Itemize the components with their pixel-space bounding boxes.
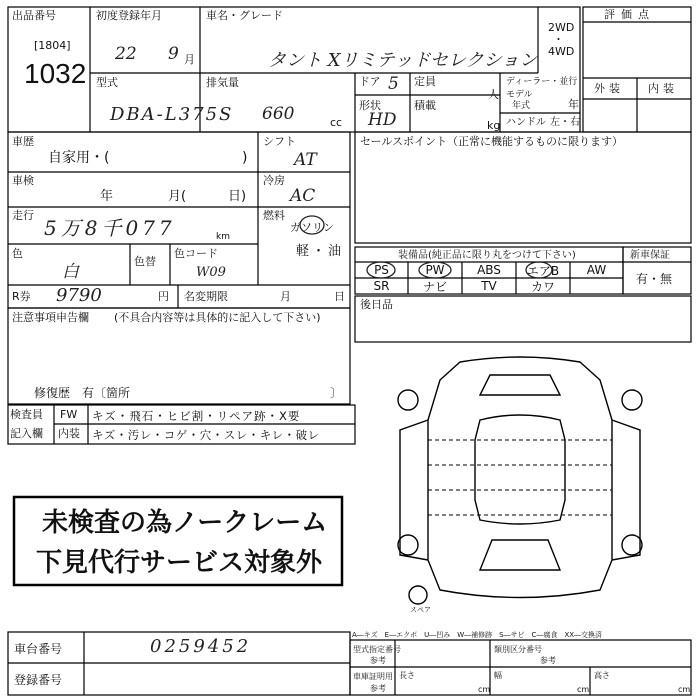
plate-label: 登録番号 <box>14 673 63 687</box>
lot-number: 1032 <box>24 58 87 89</box>
handle-value: 左・右 <box>550 117 580 128</box>
repair-history: 修復歴 有〔箇所 <box>34 386 131 400</box>
color-change-label: 色替 <box>134 255 156 268</box>
height-label: 高さ <box>594 671 610 680</box>
model-year-unit: 年 <box>568 98 579 111</box>
doors-value: 5 <box>388 74 399 94</box>
equip-leather: カワ <box>530 279 555 294</box>
history-label: 車歴 <box>12 135 34 148</box>
fuel-gasoline: ガソリン <box>290 221 334 234</box>
capacity-label: 定員 <box>414 75 436 88</box>
color-code-value: W09 <box>196 265 226 280</box>
shift-label: シフト <box>263 135 296 148</box>
equip-tv: TV <box>481 279 497 293</box>
shift-value: AT <box>294 150 317 170</box>
type-cert-label: 型式指定番号 <box>353 645 401 654</box>
drive-dot: ・ <box>553 33 564 46</box>
length-cm: cm <box>478 685 491 694</box>
registration-label: 初度登録年月 <box>96 9 162 22</box>
aircon-label: 冷房 <box>263 174 285 187</box>
recycle-label: R券 <box>12 290 31 303</box>
fuel-label: 燃料 <box>263 209 285 222</box>
model-code-value: DBA-L375S <box>110 104 234 125</box>
class-ref: 参考 <box>540 656 556 665</box>
equip-aw: AW <box>586 263 607 277</box>
spare-label: スペア <box>410 606 431 614</box>
stamp-line1: 未検査の為ノークレーム <box>42 507 328 537</box>
registration-month: 9 <box>168 44 179 64</box>
color-code-label: 色コード <box>174 247 218 260</box>
drive-2wd: 2WD <box>548 21 575 34</box>
model-name-label: 車名・グレード <box>206 9 283 22</box>
color-label: 色 <box>12 247 23 260</box>
inspector-label2: 記入欄 <box>10 427 43 440</box>
exterior-label: 外装 <box>594 82 624 95</box>
color-value: 白 <box>62 262 79 282</box>
inspection-month: 月( <box>168 189 187 204</box>
inspection-year: 年 <box>100 189 114 204</box>
equip-pw: PW <box>425 263 445 277</box>
class-label: 類別区分番号 <box>494 645 542 654</box>
displacement-unit: cc <box>330 116 343 129</box>
recycle-unit: 円 <box>158 290 169 303</box>
new-car-warranty-label: 新車保証 <box>630 250 670 261</box>
model-year-label: モデル <box>506 90 533 100</box>
aircon-value: AC <box>290 186 316 206</box>
name-change-label: 名変期限 <box>184 290 228 303</box>
mileage-label: 走行 <box>12 209 34 222</box>
mileage-value: 5万8千077 <box>44 216 176 240</box>
inspection-label: 車検 <box>12 174 34 187</box>
history-value: 自家用・( <box>48 150 110 166</box>
load-label: 積載 <box>414 99 436 112</box>
vehicle-cert-ref: 参考 <box>370 684 386 693</box>
vehicle-cert-label: 車庫証明用 <box>353 672 393 681</box>
displacement-label: 排気量 <box>206 76 239 89</box>
damage-legend: A―キズ E―エクボ U―凹み W―補修跡 S―サビ C―腐食 XX―交換済 <box>352 631 603 639</box>
dealer-label: ディーラー・並行 <box>506 77 578 87</box>
length-label: 長さ <box>399 671 415 680</box>
history-close: ) <box>242 150 248 166</box>
type-cert-ref: 参考 <box>370 656 386 665</box>
fw-label: FW <box>60 408 78 421</box>
lot-code: [1804] <box>34 39 71 52</box>
notes-hint: (不具合内容等は具体的に記入して下さい) <box>114 311 321 324</box>
model-year-label2: 年式 <box>512 101 531 111</box>
shape-label: 形状 <box>359 99 381 112</box>
equipment-label: 装備品(純正品に限り丸をつけて下さい) <box>398 250 576 261</box>
model-name-value: タント Xリミテッドセレクション <box>268 50 538 71</box>
int-items: キズ・汚レ・コゲ・穴・スレ・キレ・破レ <box>92 428 320 442</box>
equip-navi: ナビ <box>422 279 447 294</box>
drive-4wd: 4WD <box>548 45 575 58</box>
capacity-unit: 人 <box>488 88 499 101</box>
car-damage-diagram <box>398 357 642 604</box>
name-change-month: 月 <box>280 290 291 303</box>
inspector-label1: 検査員 <box>10 408 43 421</box>
equip-abs: ABS <box>477 263 501 277</box>
shape-value: HD <box>368 110 397 130</box>
later-label: 後日品 <box>360 298 393 311</box>
fuel-diesel: 軽・油 <box>296 244 345 259</box>
mileage-unit: km <box>216 232 230 242</box>
name-change-day: 日 <box>334 290 345 303</box>
width-cm: cm <box>577 685 590 694</box>
chassis-value: 0259452 <box>150 636 252 657</box>
equip-airbag: エアB <box>526 263 560 278</box>
model-code-label: 型式 <box>96 76 118 89</box>
int-label: 内装 <box>58 427 80 440</box>
equip-ps: PS <box>374 263 389 277</box>
load-unit: kg <box>487 119 501 132</box>
stamp-line2: 下見代行サービス対象外 <box>36 547 323 577</box>
width-label: 幅 <box>494 671 502 680</box>
inspection-day: 日) <box>228 189 247 204</box>
fw-items: キズ・飛石・ヒビ割・リペア跡・X要 <box>92 409 301 423</box>
sales-point-label: セールスポイント（正常に機能するものに限ります） <box>360 135 624 148</box>
doors-label: ドア <box>359 75 381 88</box>
registration-month-unit: 月 <box>184 53 195 66</box>
evaluation-label: 評価点 <box>604 8 655 21</box>
lot-label: 出品番号 <box>12 9 56 22</box>
new-car-warranty-value: 有・無 <box>636 272 673 286</box>
equip-sr: SR <box>373 279 390 293</box>
interior-label: 内装 <box>648 82 678 95</box>
chassis-label: 車台番号 <box>14 642 63 656</box>
notes-label: 注意事項申告欄 <box>12 311 89 324</box>
handle-label: ハンドル <box>506 117 546 128</box>
height-cm: cm <box>678 685 691 694</box>
displacement-value: 660 <box>262 104 295 124</box>
registration-year: 22 <box>115 44 137 64</box>
recycle-value: 9790 <box>56 285 102 306</box>
repair-history-close: 〕 <box>330 386 343 400</box>
